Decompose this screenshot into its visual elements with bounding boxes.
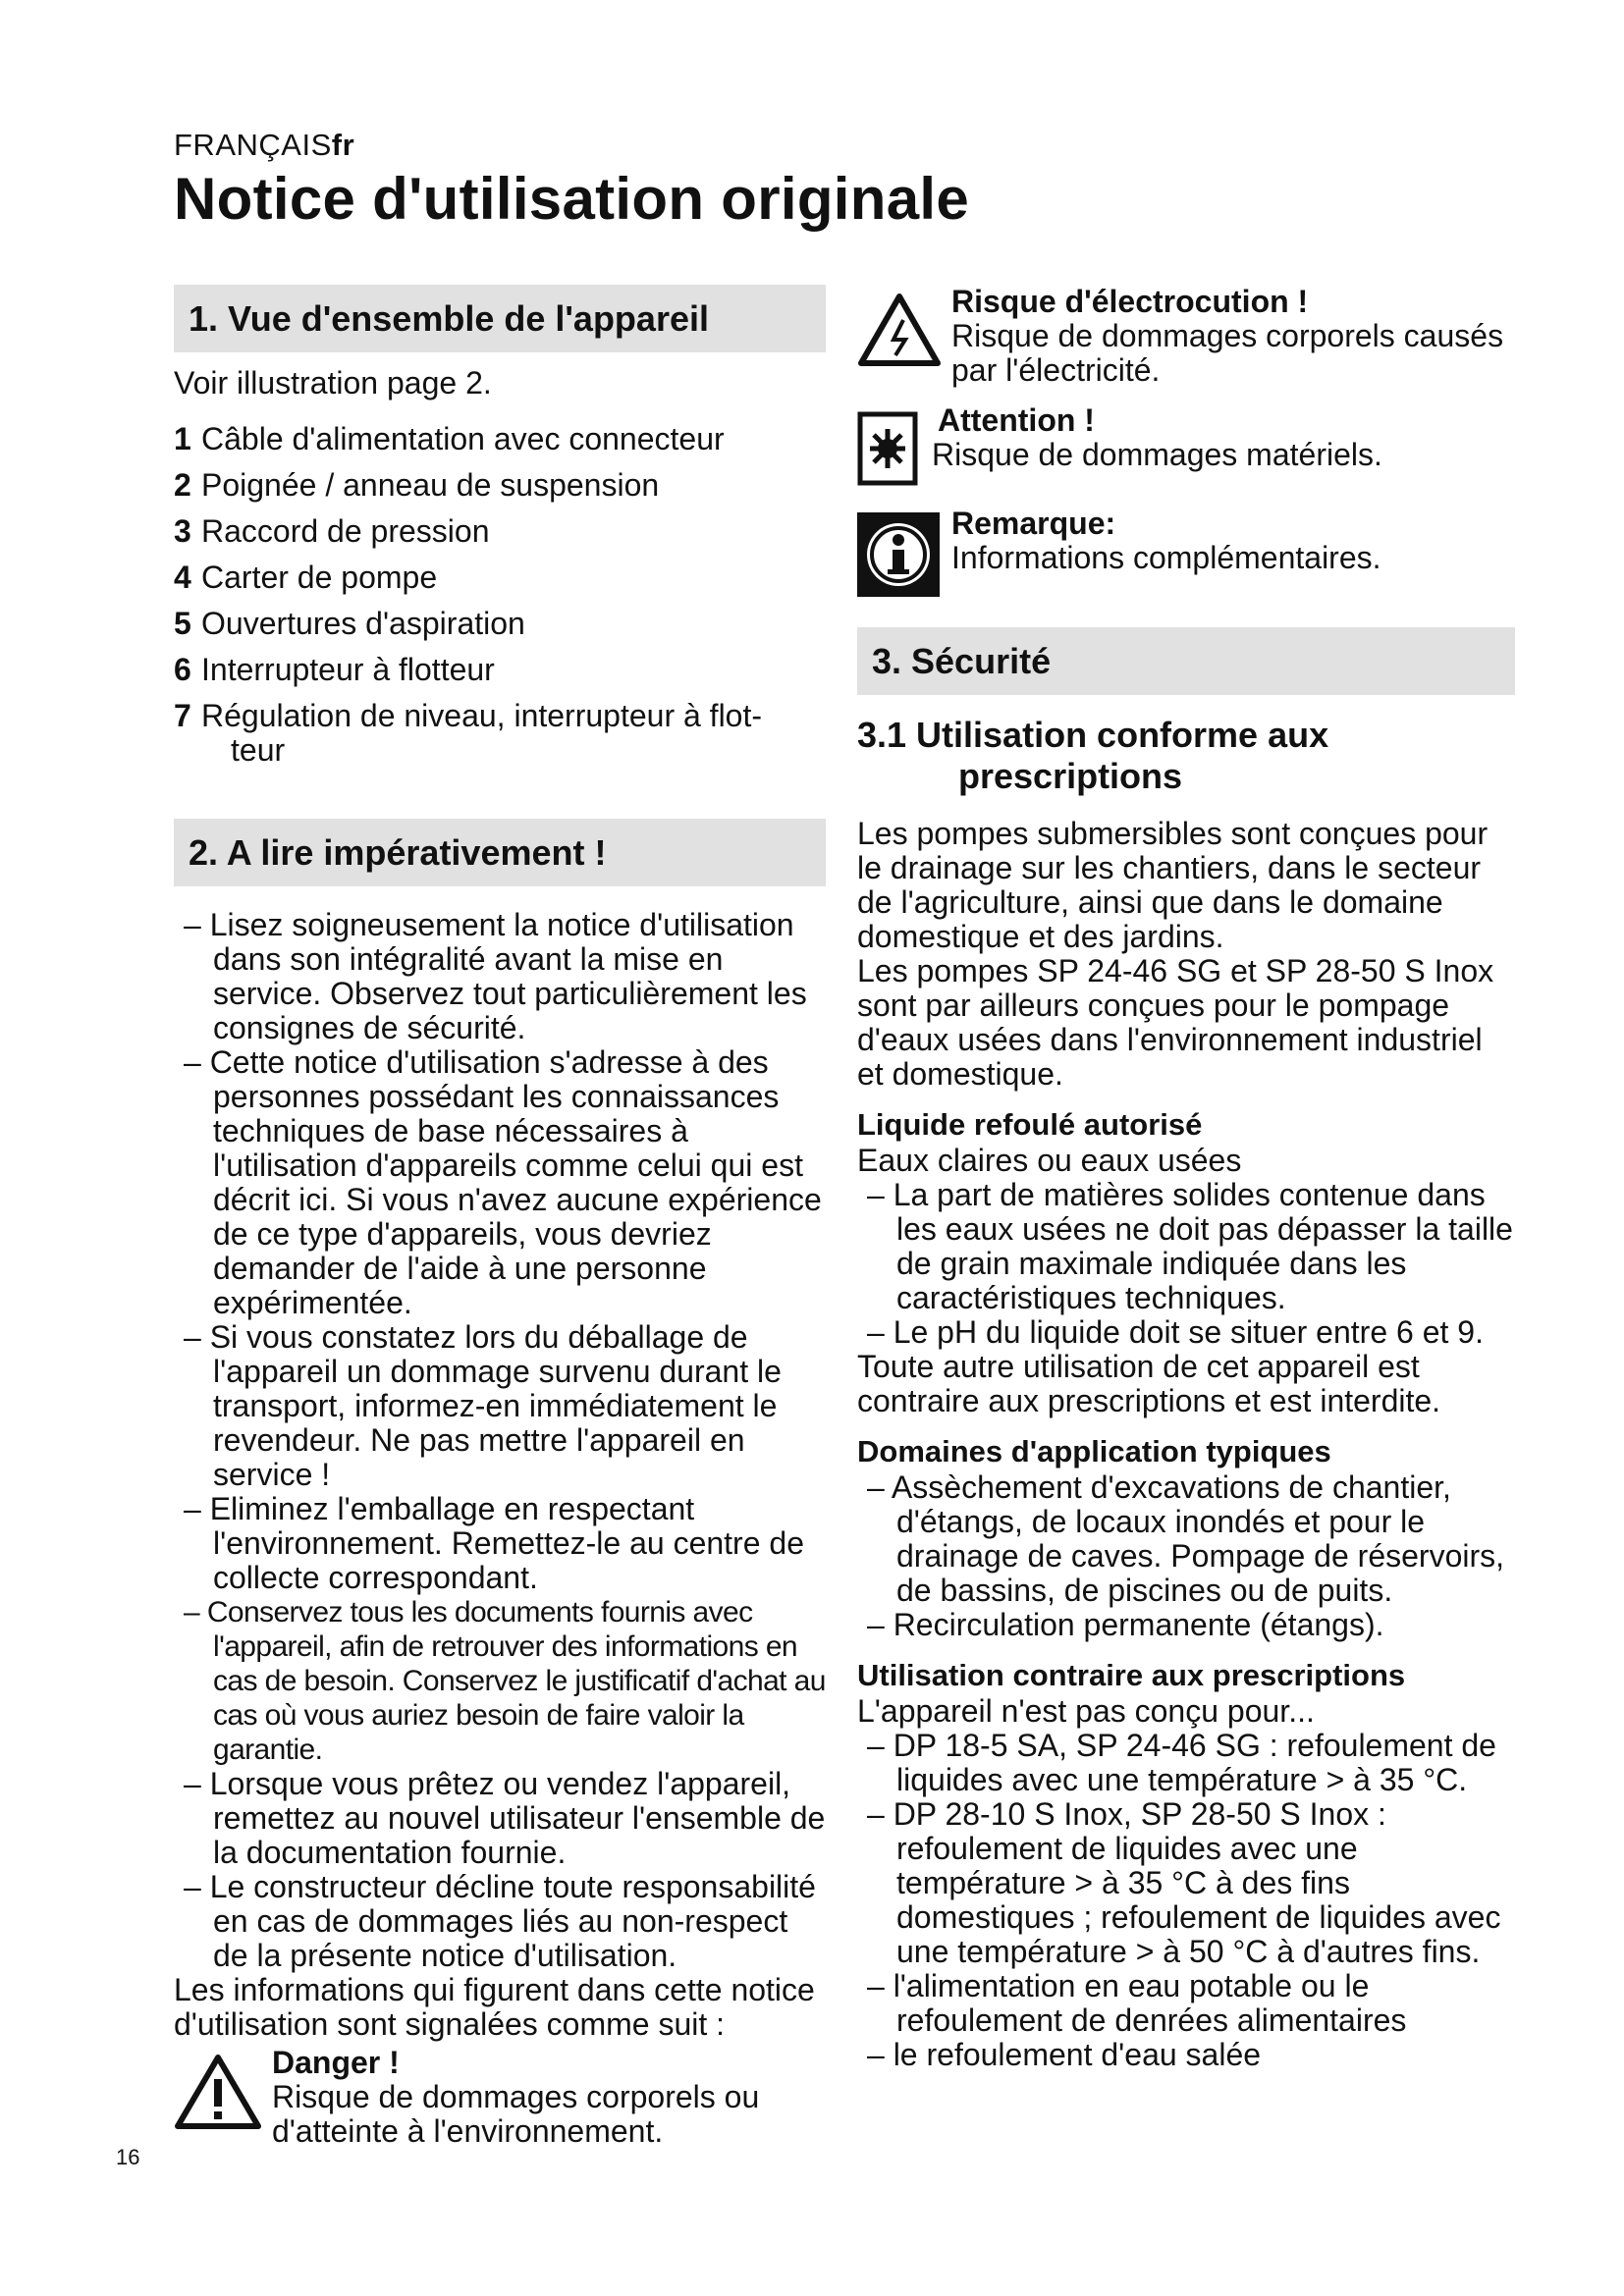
domains-list [857, 1470, 1515, 1642]
parts-list-item: 3 Raccord de pression [174, 513, 490, 549]
instructions-list-small [174, 1595, 826, 1767]
liquid-list [857, 1178, 1515, 1350]
list-item: – l'alimentation en eau potable ou le refoulement de denrées alimentaires [867, 1968, 1407, 2038]
section-3-intro-2: Les pompes SP 24-46 SG et SP 28-50 S Inox sont par ailleurs conçues pour le pompage d'eaux usées dans l'environnement industriel et domestique. [857, 953, 1494, 1092]
electrocution-label: Risque d'électrocution ! [951, 284, 1309, 319]
attention-label: Attention ! [938, 402, 1095, 438]
list-item: – Lisez soigneusement la notice d'utilisation dans son intégralité avant la mise en service. Observez tout particulièrement les consignes de sécurité. [184, 907, 807, 1045]
page-header [174, 128, 969, 233]
danger-label: Danger ! [272, 2045, 400, 2080]
list-item: – DP 28-10 S Inox, SP 28-50 S Inox : refoulement de liquides avec une température > à 35 °C à des fins domestiques ; refoulement de liquides avec une température > à 50 °C à d'autres fins. [867, 1796, 1501, 1969]
material-damage-icon [857, 411, 918, 493]
liquid-outro: Toute autre utilisation de cet appareil est contraire aux prescriptions et est interdite. [857, 1349, 1441, 1418]
list-item: – Eliminez l'emballage en respectant l'environnement. Remettez-le au centre de collecte correspondant. [184, 1491, 804, 1595]
remark-notice [857, 507, 1515, 604]
parts-list-item: 6 Interrupteur à flotteur [174, 652, 495, 687]
liquid-intro: Eaux claires ou eaux usées [857, 1143, 1242, 1178]
list-item: – DP 18-5 SA, SP 24-46 SG : refoulement de liquides avec une température > à 35 °C. [867, 1728, 1496, 1797]
list-item: – Recirculation permanente (étangs). [867, 1607, 1384, 1642]
parts-list-item: 4 Carter de pompe [174, 560, 438, 595]
section-1-intro: Voir illustration page 2. [174, 365, 492, 400]
misuse-intro: L'appareil n'est pas conçu pour... [857, 1693, 1315, 1729]
warning-triangle-icon [174, 2054, 262, 2137]
parts-list-item: 5 Ouvertures d'aspiration [174, 606, 525, 641]
left-column [174, 285, 826, 2149]
electrocution-text: Risque de dommages corporels causés par l'électricité. [951, 318, 1504, 388]
list-item: – Conservez tous les documents fournis avec l'appareil, afin de retrouver des informations en cas de besoin. Conservez le justificatif d'achat au cas où vous auriez besoin de faire valoir la garantie. [184, 1596, 826, 1766]
section-2-heading: 2. A lire impérativement ! [174, 819, 826, 886]
danger-notice [174, 2046, 826, 2149]
list-item: – Le pH du liquide doit se situer entre 6 et 9. [867, 1314, 1484, 1350]
remark-label: Remarque: [951, 506, 1116, 541]
attention-text: Risque de dommages matériels. [932, 437, 1382, 472]
page-number: 16 [116, 2145, 140, 2169]
parts-list-item: 7 Régulation de niveau, interrupteur à flot- teur [174, 698, 763, 768]
parts-list-item: 2 Poignée / anneau de suspension [174, 467, 660, 503]
page-title: Notice d'utilisation originale [174, 166, 970, 232]
list-item: – Lorsque vous prêtez ou vendez l'appareil, remettez au nouvel utilisateur l'ensemble de la documentation fournie. [184, 1766, 826, 1870]
list-item: – La part de matières solides contenue dans les eaux usées ne doit pas dépasser la taille de grain maximale indiquée dans les caractéristiques techniques. [867, 1177, 1513, 1315]
list-item: – Le constructeur décline toute responsabilité en cas de dommages liés au non-respect de la présente notice d'utilisation. [184, 1869, 816, 1973]
electric-shock-icon [857, 293, 942, 374]
section-3-intro: Les pompes submersibles sont conçues pour le drainage sur les chantiers, dans le secteur de l'agriculture, ainsi que dans le domaine domestique et des jardins. [857, 816, 1489, 954]
list-item: – Assèchement d'excavations de chantier, d'étangs, de locaux inondés et pour le drainage de caves. Pompage de réservoirs, de bassins, de piscines ou de puits. [867, 1469, 1505, 1608]
list-item: – le refoulement d'eau salée [867, 2037, 1262, 2072]
section-3-heading: 3. Sécurité [857, 627, 1515, 695]
list-item: – Si vous constatez lors du déballage de l'appareil un dommage survenu durant le transport, informez-en immédiatement le revendeur. Ne pas mettre l'appareil en service ! [184, 1319, 782, 1492]
remark-text: Informations complémentaires. [951, 540, 1381, 575]
parts-list [174, 422, 826, 768]
section-3-1-heading: 3.1 Utilisation conforme aux prescriptions [857, 715, 1329, 796]
language-label: FRANÇAISfr [174, 128, 355, 162]
section-1-heading: 1. Vue d'ensemble de l'appareil [174, 285, 826, 352]
instructions-list [174, 908, 826, 1595]
instructions-list-2 [174, 1767, 826, 1973]
domains-heading: Domaines d'application typiques [857, 1434, 1331, 1468]
right-column [857, 285, 1515, 2072]
attention-notice [857, 403, 1515, 493]
danger-text: Risque de dommages corporels ou d'atteinte à l'environnement. [272, 2079, 760, 2149]
info-icon [857, 512, 940, 604]
electrocution-notice [857, 285, 1515, 388]
section-2-outro: Les informations qui figurent dans cette notice d'utilisation sont signalées comme suit : [174, 1972, 815, 2042]
misuse-list [857, 1729, 1515, 2072]
list-item: – Cette notice d'utilisation s'adresse à des personnes possédant les connaissances techniques de base nécessaires à l'utilisation d'appareils comme celui qui est décrit ici. Si vous n'avez aucune expérience de ce type d'appareils, vous devriez demander de l'aide à une personne expérimentée. [184, 1044, 822, 1320]
parts-list-item: 1 Câble d'alimentation avec connecteur [174, 421, 725, 456]
liquid-heading: Liquide refoulé autorisé [857, 1107, 1203, 1142]
misuse-heading: Utilisation contraire aux prescriptions [857, 1658, 1406, 1692]
